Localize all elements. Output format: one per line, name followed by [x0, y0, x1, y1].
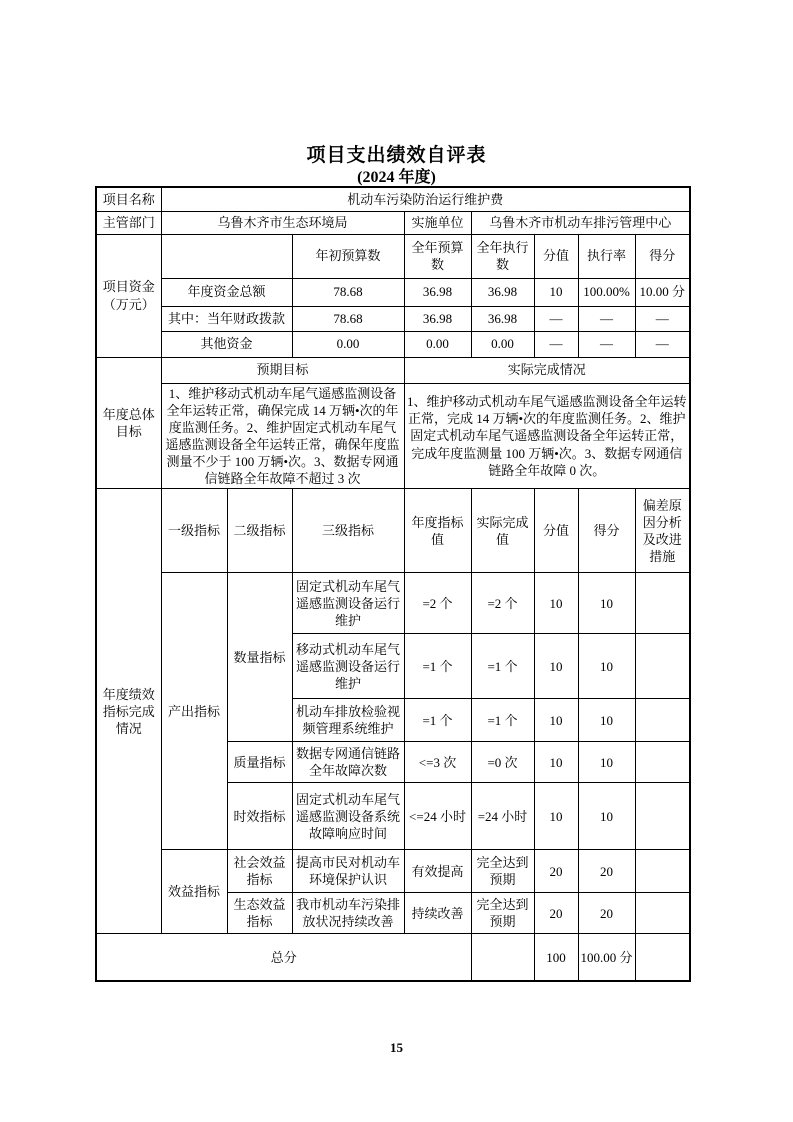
- funding-cell: 78.68: [292, 278, 404, 306]
- expected-goal-text: 1、维护移动式机动车尾气遥感监测设备全年运转正常，确保完成 14 万辆•次的年度监测任务。2、维护固定式机动车尾气遥感监测设备全年运转正常，确保年度监测量不少于 100 万辆•次。3、数据专网通信链路全年故障不超过 3 次: [161, 383, 404, 489]
- indicator-actual: =0 次: [471, 742, 534, 783]
- funding-cell: —: [578, 306, 635, 331]
- table-row: [96, 306, 690, 331]
- funding-header-score: 得分: [635, 234, 690, 278]
- self-evaluation-table: [95, 186, 691, 982]
- funding-empty-cell: [161, 234, 292, 278]
- indicator-target: 持续改善: [404, 893, 471, 934]
- indicator-level2-quality: 质量指标: [227, 742, 292, 783]
- indicator-level3: 提高市民对机动车环境保护认识: [292, 850, 404, 893]
- indicator-actual: =1 个: [471, 699, 534, 742]
- indicator-deviation-cell: [635, 699, 690, 742]
- funding-cell: —: [534, 331, 578, 357]
- indicator-level1-benefit: 效益指标: [161, 850, 227, 934]
- indicator-header-target: 年度指标值: [404, 489, 471, 573]
- funding-cell: 10.00 分: [635, 278, 690, 306]
- table-row: [96, 211, 690, 234]
- table-row: [96, 187, 690, 211]
- indicator-points: 20: [534, 893, 578, 934]
- indicator-target: =1 个: [404, 634, 471, 699]
- funding-cell: 100.00%: [578, 278, 635, 306]
- indicator-level3: 固定式机动车尾气遥感监测设备系统故障响应时间: [292, 783, 404, 850]
- indicator-actual: =1 个: [471, 634, 534, 699]
- indicator-score: 10: [578, 573, 635, 634]
- project-name-value: 机动车污染防治运行维护费: [161, 187, 690, 211]
- funding-header-annual-execution: 全年执行数: [471, 234, 534, 278]
- impl-unit-value: 乌鲁木齐市机动车排污管理中心: [471, 211, 690, 234]
- funding-cell: 0.00: [404, 331, 471, 357]
- indicator-points: 10: [534, 634, 578, 699]
- indicator-score: 20: [578, 850, 635, 893]
- indicator-target: <=3 次: [404, 742, 471, 783]
- indicator-header-level2: 二级指标: [227, 489, 292, 573]
- funding-cell: —: [534, 306, 578, 331]
- funding-header-points: 分值: [534, 234, 578, 278]
- table-row: [96, 850, 690, 893]
- total-actual-empty-cell: [471, 934, 534, 981]
- funding-cell: 36.98: [471, 278, 534, 306]
- funding-header-initial-budget: 年初预算数: [292, 234, 404, 278]
- page-title: 项目支出绩效自评表: [306, 145, 487, 166]
- indicator-score: 20: [578, 893, 635, 934]
- funding-header-execution-rate: 执行率: [578, 234, 635, 278]
- indicator-header-level3: 三级指标: [292, 489, 404, 573]
- indicator-header-points: 分值: [534, 489, 578, 573]
- page-subtitle: (2024 年度): [357, 169, 436, 186]
- indicator-level2-quantity: 数量指标: [227, 573, 292, 742]
- table-row: [96, 934, 690, 981]
- funding-section-label: 项目资金（万元）: [96, 234, 161, 357]
- indicator-actual: 完全达到预期: [471, 893, 534, 934]
- table-row: [96, 234, 690, 278]
- funding-cell: 0.00: [292, 331, 404, 357]
- indicator-header-score: 得分: [578, 489, 635, 573]
- table-row: [96, 489, 690, 573]
- indicator-level2-ecological: 生态效益指标: [227, 893, 292, 934]
- indicator-score: 10: [578, 783, 635, 850]
- table-row: [96, 573, 690, 634]
- table-row: [96, 357, 690, 383]
- indicator-deviation-cell: [635, 893, 690, 934]
- indicator-actual: =24 小时: [471, 783, 534, 850]
- department-label: 主管部门: [96, 211, 161, 234]
- funding-cell: —: [578, 331, 635, 357]
- indicator-points: 10: [534, 573, 578, 634]
- total-score: 100.00 分: [578, 934, 635, 981]
- indicator-score: 10: [578, 699, 635, 742]
- indicator-level3: 数据专网通信链路全年故障次数: [292, 742, 404, 783]
- total-deviation-empty-cell: [635, 934, 690, 981]
- funding-cell: 36.98: [404, 306, 471, 331]
- indicator-header-deviation: 偏差原因分析及改进措施: [635, 489, 690, 573]
- funding-cell: 10: [534, 278, 578, 306]
- indicators-section-label: 年度绩效指标完成情况: [96, 489, 161, 934]
- indicator-points: 10: [534, 699, 578, 742]
- funding-row-label: 其中：当年财政拨款: [161, 306, 292, 331]
- funding-header-annual-budget: 全年预算数: [404, 234, 471, 278]
- actual-completion-text: 1、维护移动式机动车尾气遥感监测设备全年运转正常，完成 14 万辆•次的年度监测任务。2、维护固定式机动车尾气遥感监测设备全年运转正常，完成年度监测量 100 万辆•次。3、数据专网通信链路全年故障 0 次。: [404, 383, 690, 489]
- indicator-level3: 我市机动车污染排放状况持续改善: [292, 893, 404, 934]
- indicator-actual: =2 个: [471, 573, 534, 634]
- total-points: 100: [534, 934, 578, 981]
- total-label: 总分: [96, 934, 471, 981]
- funding-cell: —: [635, 331, 690, 357]
- indicator-points: 20: [534, 850, 578, 893]
- indicator-target: 有效提高: [404, 850, 471, 893]
- indicator-level3: 固定式机动车尾气遥感监测设备运行维护: [292, 573, 404, 634]
- indicator-deviation-cell: [635, 742, 690, 783]
- indicator-deviation-cell: [635, 850, 690, 893]
- indicator-points: 10: [534, 783, 578, 850]
- impl-unit-label: 实施单位: [404, 211, 471, 234]
- funding-cell: —: [635, 306, 690, 331]
- indicator-deviation-cell: [635, 634, 690, 699]
- indicator-target: <=24 小时: [404, 783, 471, 850]
- table-row: [96, 331, 690, 357]
- funding-row-label: 其他资金: [161, 331, 292, 357]
- table-row: [96, 383, 690, 489]
- indicator-header-level1: 一级指标: [161, 489, 227, 573]
- expected-goal-header: 预期目标: [161, 357, 404, 383]
- project-name-label: 项目名称: [96, 187, 161, 211]
- indicator-target: =2 个: [404, 573, 471, 634]
- page-number: 15: [390, 1040, 403, 1055]
- indicator-target: =1 个: [404, 699, 471, 742]
- indicator-level3: 机动车排放检验视频管理系统维护: [292, 699, 404, 742]
- indicator-header-actual: 实际完成值: [471, 489, 534, 573]
- indicator-score: 10: [578, 742, 635, 783]
- indicator-level3: 移动式机动车尾气遥感监测设备运行维护: [292, 634, 404, 699]
- table-row: [96, 278, 690, 306]
- funding-cell: 36.98: [404, 278, 471, 306]
- department-value: 乌鲁木齐市生态环境局: [161, 211, 404, 234]
- funding-cell: 78.68: [292, 306, 404, 331]
- indicator-level2-social: 社会效益指标: [227, 850, 292, 893]
- funding-row-label: 年度资金总额: [161, 278, 292, 306]
- indicator-actual: 完全达到预期: [471, 850, 534, 893]
- indicator-points: 10: [534, 742, 578, 783]
- funding-cell: 36.98: [471, 306, 534, 331]
- indicator-score: 10: [578, 634, 635, 699]
- indicator-deviation-cell: [635, 783, 690, 850]
- annual-goal-label: 年度总体目标: [96, 357, 161, 489]
- indicator-level2-timeliness: 时效指标: [227, 783, 292, 850]
- funding-cell: 0.00: [471, 331, 534, 357]
- indicator-level1-output: 产出指标: [161, 573, 227, 850]
- indicator-deviation-cell: [635, 573, 690, 634]
- actual-completion-header: 实际完成情况: [404, 357, 690, 383]
